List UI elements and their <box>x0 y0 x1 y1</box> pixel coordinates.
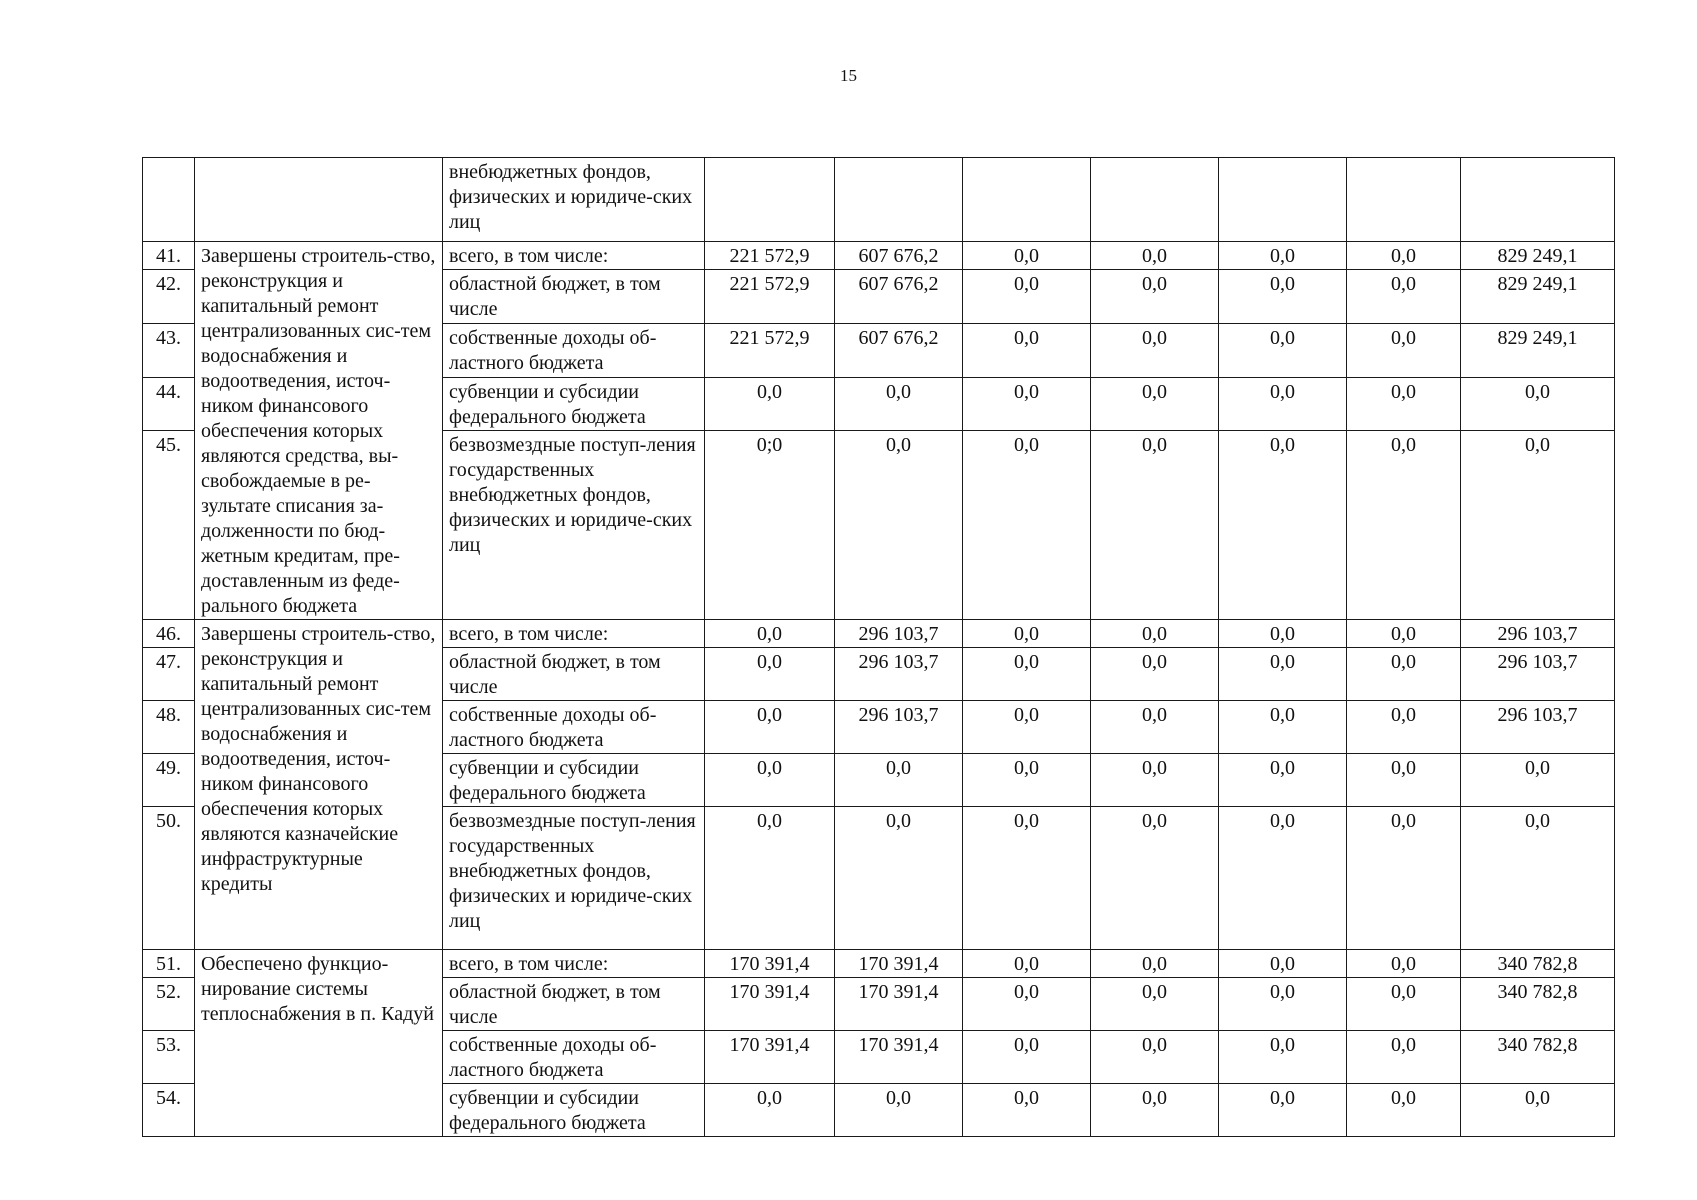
value-cell: 0,0 <box>705 377 835 431</box>
value-cell: 0,0 <box>1091 324 1219 378</box>
value-cell: 0,0 <box>1219 648 1347 701</box>
funding-source-cell: областной бюджет, в том числе <box>443 270 705 324</box>
value-cell: 0,0 <box>1347 950 1461 978</box>
value-cell: 0,0 <box>1091 270 1219 324</box>
value-cell: 170 391,4 <box>705 978 835 1031</box>
value-cell: 296 103,7 <box>835 620 963 648</box>
value-cell: 0,0 <box>835 807 963 950</box>
value-cell: 0;0 <box>705 431 835 620</box>
funding-source-cell: всего, в том числе: <box>443 950 705 978</box>
value-cell: 340 782,8 <box>1461 1031 1615 1084</box>
value-cell: 0,0 <box>963 754 1091 807</box>
value-cell: 0,0 <box>835 1084 963 1137</box>
value-cell <box>1091 158 1219 242</box>
value-cell: 296 103,7 <box>1461 648 1615 701</box>
value-cell: 0,0 <box>963 1031 1091 1084</box>
funding-source-cell: безвозмездные поступ-ления государственных внебюджетных фондов, физических и юридиче-ских лиц <box>443 431 705 620</box>
value-cell: 0,0 <box>1219 270 1347 324</box>
value-cell: 0,0 <box>1219 807 1347 950</box>
table-body <box>143 158 1615 1137</box>
funding-source-cell: собственные доходы об-ластного бюджета <box>443 1031 705 1084</box>
value-cell: 0,0 <box>1219 324 1347 378</box>
row-number-cell: 41. <box>143 242 195 270</box>
value-cell: 340 782,8 <box>1461 978 1615 1031</box>
value-cell: 0,0 <box>1091 978 1219 1031</box>
value-cell: 0,0 <box>1461 1084 1615 1137</box>
value-cell <box>963 158 1091 242</box>
funding-source-cell: всего, в том числе: <box>443 620 705 648</box>
value-cell: 0,0 <box>835 754 963 807</box>
table-row <box>143 950 1615 978</box>
value-cell: 0,0 <box>1091 701 1219 754</box>
value-cell: 0,0 <box>963 807 1091 950</box>
value-cell: 0,0 <box>1219 1031 1347 1084</box>
value-cell: 0,0 <box>963 701 1091 754</box>
funding-source-cell: собственные доходы об-ластного бюджета <box>443 701 705 754</box>
value-cell: 0,0 <box>1219 701 1347 754</box>
funding-source-cell: областной бюджет, в том числе <box>443 978 705 1031</box>
measure-cell: Обеспечено функцио-нирование системы теплоснабжения в п. Кадуй <box>195 950 443 1137</box>
value-cell: 0,0 <box>1091 1084 1219 1137</box>
value-cell: 0,0 <box>1091 242 1219 270</box>
value-cell: 0,0 <box>705 620 835 648</box>
value-cell: 221 572,9 <box>705 324 835 378</box>
row-number-cell: 52. <box>143 978 195 1031</box>
value-cell: 0,0 <box>1461 377 1615 431</box>
value-cell: 0,0 <box>1347 1084 1461 1137</box>
value-cell: 0,0 <box>1461 807 1615 950</box>
value-cell: 0,0 <box>705 1084 835 1137</box>
value-cell: 0,0 <box>1347 270 1461 324</box>
value-cell: 0,0 <box>963 270 1091 324</box>
value-cell: 0,0 <box>1347 978 1461 1031</box>
value-cell: 296 103,7 <box>1461 620 1615 648</box>
value-cell: 0,0 <box>963 431 1091 620</box>
funding-source-cell: субвенции и субсидии федерального бюджета <box>443 1084 705 1137</box>
value-cell: 0,0 <box>1091 377 1219 431</box>
value-cell: 296 103,7 <box>835 701 963 754</box>
value-cell: 0,0 <box>705 648 835 701</box>
value-cell: 340 782,8 <box>1461 950 1615 978</box>
value-cell <box>705 158 835 242</box>
row-number-cell: 46. <box>143 620 195 648</box>
row-number-cell: 53. <box>143 1031 195 1084</box>
funding-source-cell: безвозмездные поступ-ления государственных внебюджетных фондов, физических и юридиче-ских лиц <box>443 807 705 950</box>
value-cell: 296 103,7 <box>1461 701 1615 754</box>
budget-table <box>142 157 1615 1137</box>
value-cell: 0,0 <box>1219 754 1347 807</box>
value-cell: 296 103,7 <box>835 648 963 701</box>
value-cell: 0,0 <box>1219 377 1347 431</box>
page-number: 15 <box>840 66 857 85</box>
value-cell <box>835 158 963 242</box>
value-cell: 0,0 <box>1219 978 1347 1031</box>
value-cell: 0,0 <box>1091 754 1219 807</box>
value-cell: 0,0 <box>963 950 1091 978</box>
value-cell: 0,0 <box>705 701 835 754</box>
value-cell: 0,0 <box>1347 377 1461 431</box>
row-number-cell: 51. <box>143 950 195 978</box>
measure-cell <box>195 158 443 242</box>
value-cell: 0,0 <box>1091 620 1219 648</box>
value-cell: 0,0 <box>835 431 963 620</box>
value-cell: 0,0 <box>1347 648 1461 701</box>
value-cell: 0,0 <box>835 377 963 431</box>
value-cell: 0,0 <box>1461 431 1615 620</box>
value-cell: 0,0 <box>1091 807 1219 950</box>
value-cell: 0,0 <box>1091 431 1219 620</box>
value-cell: 170 391,4 <box>705 1031 835 1084</box>
value-cell: 607 676,2 <box>835 242 963 270</box>
funding-source-cell: собственные доходы об-ластного бюджета <box>443 324 705 378</box>
row-number-cell: 48. <box>143 701 195 754</box>
value-cell: 0,0 <box>1219 1084 1347 1137</box>
value-cell: 0,0 <box>1347 701 1461 754</box>
value-cell: 170 391,4 <box>705 950 835 978</box>
funding-source-cell: субвенции и субсидии федерального бюджета <box>443 377 705 431</box>
value-cell: 170 391,4 <box>835 978 963 1031</box>
table-row <box>143 620 1615 648</box>
value-cell: 0,0 <box>963 242 1091 270</box>
value-cell: 0,0 <box>963 648 1091 701</box>
value-cell: 0,0 <box>1461 754 1615 807</box>
row-number-cell: 49. <box>143 754 195 807</box>
value-cell: 829 249,1 <box>1461 324 1615 378</box>
value-cell: 0,0 <box>1347 807 1461 950</box>
row-number-cell: 45. <box>143 431 195 620</box>
value-cell: 0,0 <box>1091 1031 1219 1084</box>
value-cell: 607 676,2 <box>835 324 963 378</box>
row-number-cell: 50. <box>143 807 195 950</box>
value-cell: 0,0 <box>963 324 1091 378</box>
measure-cell: Завершены строитель-ство, реконструкция и капитальный ремонт централизованных сис-тем водоснабжения и водоотведения, источ-ником финансового обеспечения которых являются казначейские инфраструктурные кредиты <box>195 620 443 950</box>
row-number-cell: 42. <box>143 270 195 324</box>
row-number-cell: 54. <box>143 1084 195 1137</box>
value-cell <box>1461 158 1615 242</box>
value-cell: 170 391,4 <box>835 950 963 978</box>
value-cell: 221 572,9 <box>705 270 835 324</box>
value-cell: 0,0 <box>1219 620 1347 648</box>
funding-source-cell: субвенции и субсидии федерального бюджета <box>443 754 705 807</box>
value-cell: 221 572,9 <box>705 242 835 270</box>
row-number-cell: 47. <box>143 648 195 701</box>
funding-source-cell: внебюджетных фондов, физических и юридиче-ских лиц <box>443 158 705 242</box>
row-number-cell <box>143 158 195 242</box>
value-cell: 0,0 <box>705 754 835 807</box>
value-cell: 0,0 <box>963 377 1091 431</box>
value-cell: 0,0 <box>963 620 1091 648</box>
value-cell: 0,0 <box>1091 950 1219 978</box>
row-number-cell: 43. <box>143 324 195 378</box>
value-cell: 170 391,4 <box>835 1031 963 1084</box>
value-cell: 0,0 <box>1219 242 1347 270</box>
value-cell: 0,0 <box>1347 242 1461 270</box>
value-cell: 0,0 <box>1219 950 1347 978</box>
measure-cell: Завершены строитель-ство, реконструкция и капитальный ремонт централизованных сис-тем водоснабжения и водоотведения, источ-ником финансового обеспечения которых являются средства, вы-свобождаемые в ре-зультате списания за-долженности по бюд-жетным кредитам, пре-доставленным из феде-рального бюджета <box>195 242 443 620</box>
funding-source-cell: всего, в том числе: <box>443 242 705 270</box>
value-cell: 0,0 <box>1091 648 1219 701</box>
row-number-cell: 44. <box>143 377 195 431</box>
value-cell: 0,0 <box>1219 431 1347 620</box>
value-cell: 0,0 <box>1347 1031 1461 1084</box>
value-cell: 0,0 <box>1347 620 1461 648</box>
table-row-continuation <box>143 158 1615 242</box>
value-cell: 0,0 <box>705 807 835 950</box>
value-cell: 0,0 <box>963 978 1091 1031</box>
table-row <box>143 242 1615 270</box>
value-cell <box>1347 158 1461 242</box>
value-cell: 607 676,2 <box>835 270 963 324</box>
value-cell: 829 249,1 <box>1461 242 1615 270</box>
value-cell: 0,0 <box>1347 431 1461 620</box>
value-cell: 829 249,1 <box>1461 270 1615 324</box>
value-cell: 0,0 <box>1347 754 1461 807</box>
value-cell <box>1219 158 1347 242</box>
value-cell: 0,0 <box>1347 324 1461 378</box>
value-cell: 0,0 <box>963 1084 1091 1137</box>
funding-source-cell: областной бюджет, в том числе <box>443 648 705 701</box>
